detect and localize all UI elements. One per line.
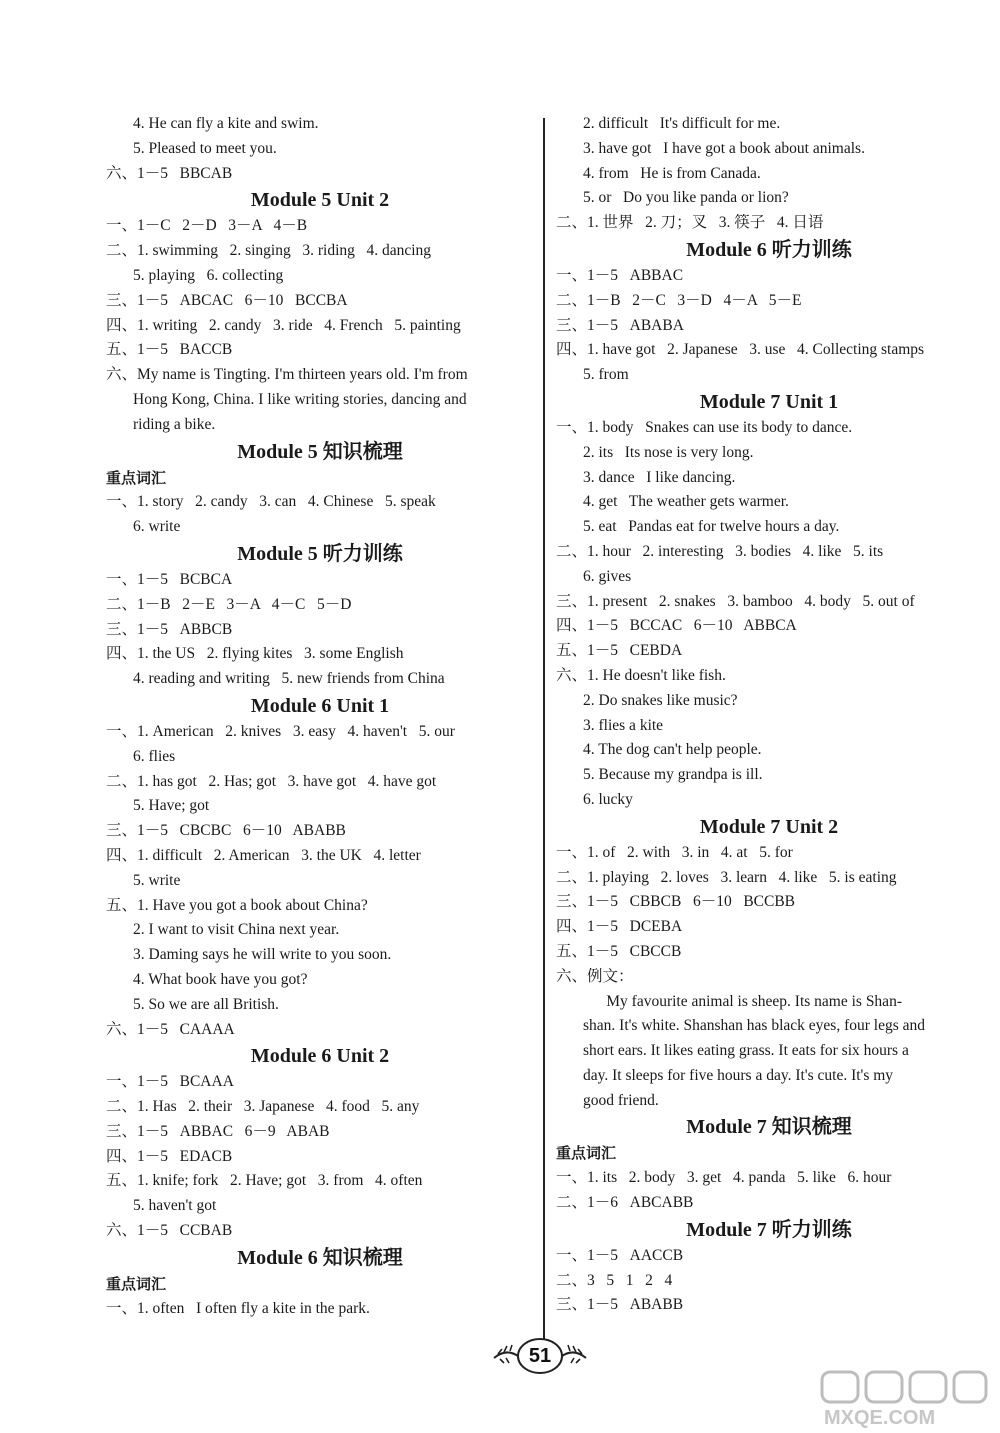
answer-line: 五、1－5 BACCB (106, 341, 233, 359)
answer-line: 2. difficult It's difficult for me. (583, 115, 781, 132)
answer-line: 二、1－B 2－E 3－A 4－C 5－D (106, 595, 352, 613)
answer-line: riding a bike. (133, 415, 216, 433)
answer-line: 六、1. He doesn't like fish. (556, 666, 726, 684)
answer-line: 一、1. its 2. body 3. get 4. panda 5. like 6. hour (556, 1169, 892, 1187)
answer-line: 二、1. Has 2. their 3. Japanese 4. food 5. any (106, 1098, 420, 1116)
section-heading: Module 6 知识梳理 (237, 1246, 403, 1269)
answer-line: 一、1－5 BCAAA (106, 1073, 234, 1091)
answer-line: 6. lucky (583, 790, 633, 808)
answer-line: 3. Daming says he will write to you soon. (133, 946, 392, 964)
answer-line: shan. It's white. Shanshan has black eyes, four legs and (583, 1017, 925, 1035)
answer-line: 三、1－5 CBBCB 6－10 BCCBB (556, 893, 796, 911)
answer-line: 五、1. Have you got a book about China? (106, 896, 368, 914)
answer-line: 四、1－5 EDACB (106, 1147, 233, 1165)
answer-line: 一、1－5 AACCB (556, 1246, 684, 1264)
answer-line: 一、1. often I often fly a kite in the park. (106, 1299, 370, 1317)
answer-line: good friend. (583, 1091, 659, 1109)
page-number-badge (490, 1336, 590, 1376)
section-heading: Module 6 Unit 1 (250, 694, 390, 717)
answer-line: 5. Pleased to meet you. (133, 139, 277, 157)
answer-line: 一、1. American 2. knives 3. easy 4. haven't 5. our (106, 722, 455, 740)
answer-line: 4. The dog can't help people. (583, 741, 762, 759)
answer-line: 五、1－5 CBCCB (556, 942, 682, 960)
answer-line: 三、1－5 CBCBC 6－10 ABABB (106, 822, 346, 840)
answer-line: 6. flies (133, 747, 176, 765)
subsection-label: 重点词汇 (106, 1274, 167, 1293)
answer-line: 6. write (133, 518, 181, 536)
answer-line: 一、1. body Snakes can use its body to dance. (556, 418, 853, 436)
answer-line: Hong Kong, China. I like writing stories, dancing and (133, 390, 467, 408)
answer-line: 四、1. difficult 2. American 3. the UK 4. letter (106, 846, 421, 864)
answer-line: 5. haven't got (133, 1197, 217, 1215)
answer-line: 四、1－5 BCCAC 6－10 ABBCA (556, 617, 797, 635)
answer-line: 三、1－5 ABABB (556, 1296, 684, 1314)
answer-line: 四、1－5 DCEBA (556, 918, 683, 936)
answer-line: 2. I want to visit China next year. (133, 921, 340, 939)
answer-line: 三、1－5 ABBAC 6－9 ABAB (106, 1122, 330, 1140)
answer-line: 二、1. playing 2. loves 3. learn 4. like 5. is eating (556, 868, 897, 886)
answer-line: 一、1. of 2. with 3. in 4. at 5. for (556, 843, 793, 861)
answer-line: 一、1－5 BCBCA (106, 570, 233, 588)
answer-line: 4. What book have you got? (133, 970, 308, 988)
answer-line: 5. So we are all British. (133, 995, 279, 1013)
answer-line: 六、1－5 BBCAB (106, 164, 233, 182)
section-heading: Module 7 Unit 2 (699, 815, 839, 838)
answer-line: 2. its Its nose is very long. (583, 443, 754, 461)
answer-line: 三、1－5 ABCAC 6－10 BCCBA (106, 291, 348, 309)
answer-line: 一、1－C 2－D 3－A 4－B (106, 217, 308, 235)
answer-line: My favourite animal is sheep. Its name is Shan- (583, 992, 902, 1010)
column-divider (543, 118, 545, 1340)
answer-line: 3. have got I have got a book about animals. (583, 139, 865, 157)
section-heading: Module 5 知识梳理 (237, 440, 403, 463)
answer-line: 4. He can fly a kite and swim. (133, 115, 319, 132)
answer-line: 六、My name is Tingting. I'm thirteen years old. I'm from (106, 366, 468, 384)
answer-line: 三、1. present 2. snakes 3. bamboo 4. body 5. out of (556, 592, 915, 610)
answer-line: 六、1－5 CAAAA (106, 1020, 235, 1038)
section-heading: Module 5 听力训练 (237, 542, 403, 565)
answer-line: 5. Because my grandpa is ill. (583, 766, 763, 784)
right-answer-column (556, 112, 982, 1318)
section-heading: Module 6 听力训练 (686, 238, 852, 261)
answer-line: 三、1－5 ABABA (556, 316, 684, 334)
answer-line: 二、1. has got 2. Has; got 3. have got 4. have got (106, 772, 437, 790)
answer-line: 5. Have; got (133, 797, 210, 815)
answer-line: 二、1. hour 2. interesting 3. bodies 4. like 5. its (556, 542, 884, 560)
answer-line: 二、1－B 2－C 3－D 4－A 5－E (556, 291, 802, 309)
answer-line: 二、3 5 1 2 4 (556, 1271, 673, 1289)
answer-line: 4. get The weather gets warmer. (583, 493, 789, 511)
section-heading: Module 7 Unit 1 (699, 390, 839, 413)
answer-line: 5. or Do you like panda or lion? (583, 189, 789, 207)
answer-line: short ears. It likes eating grass. It eats for six hours a (583, 1042, 909, 1060)
answer-line: 二、1. 世界 2. 刀；叉 3. 筷子 4. 日语 (556, 214, 824, 232)
answer-line: 五、1－5 CEBDA (556, 642, 683, 660)
page-number: 51 (528, 1345, 552, 1367)
section-heading: Module 5 Unit 2 (250, 189, 390, 212)
watermark-logo (812, 1370, 992, 1428)
section-heading: Module 7 知识梳理 (686, 1116, 852, 1139)
answer-line: 5. playing 6. collecting (133, 266, 284, 284)
answer-line: 四、1. writing 2. candy 3. ride 4. French 5. painting (106, 316, 461, 334)
answer-line: 四、1. have got 2. Japanese 3. use 4. Collecting stamps (556, 341, 925, 359)
section-heading: Module 6 Unit 2 (250, 1045, 390, 1068)
answer-line: 三、1－5 ABBCB (106, 620, 233, 638)
subsection-label: 重点词汇 (106, 468, 167, 487)
answer-line: 四、1. the US 2. flying kites 3. some English (106, 645, 404, 663)
answer-line: 6. gives (583, 567, 632, 585)
answer-line: 3. dance I like dancing. (583, 468, 736, 486)
answer-line: 六、例文： (556, 967, 634, 985)
left-answer-column (106, 112, 534, 1321)
answer-line: 六、1－5 CCBAB (106, 1222, 233, 1240)
answer-line: 2. Do snakes like music? (583, 691, 738, 709)
answer-line: 3. flies a kite (583, 716, 664, 734)
answer-line: 5. write (133, 871, 181, 889)
answer-line: 一、1. story 2. candy 3. can 4. Chinese 5. speak (106, 493, 436, 511)
answer-line: 4. reading and writing 5. new friends from China (133, 670, 445, 688)
section-heading: Module 7 听力训练 (686, 1218, 852, 1241)
answer-line: 5. from (583, 366, 629, 384)
answer-line: 5. eat Pandas eat for twelve hours a day. (583, 518, 840, 536)
answer-line: 二、1. swimming 2. singing 3. riding 4. dancing (106, 242, 432, 260)
answer-line: day. It sleeps for five hours a day. It's cute. It's my (583, 1066, 894, 1084)
answer-line: 4. from He is from Canada. (583, 164, 761, 182)
answer-line: 二、1－6 ABCABB (556, 1194, 694, 1212)
subsection-label: 重点词汇 (556, 1144, 617, 1163)
watermark-text: MXQE.COM (824, 1407, 936, 1428)
answer-line: 一、1－5 ABBAC (556, 266, 684, 284)
answer-line: 五、1. knife; fork 2. Have; got 3. from 4. often (106, 1172, 423, 1190)
